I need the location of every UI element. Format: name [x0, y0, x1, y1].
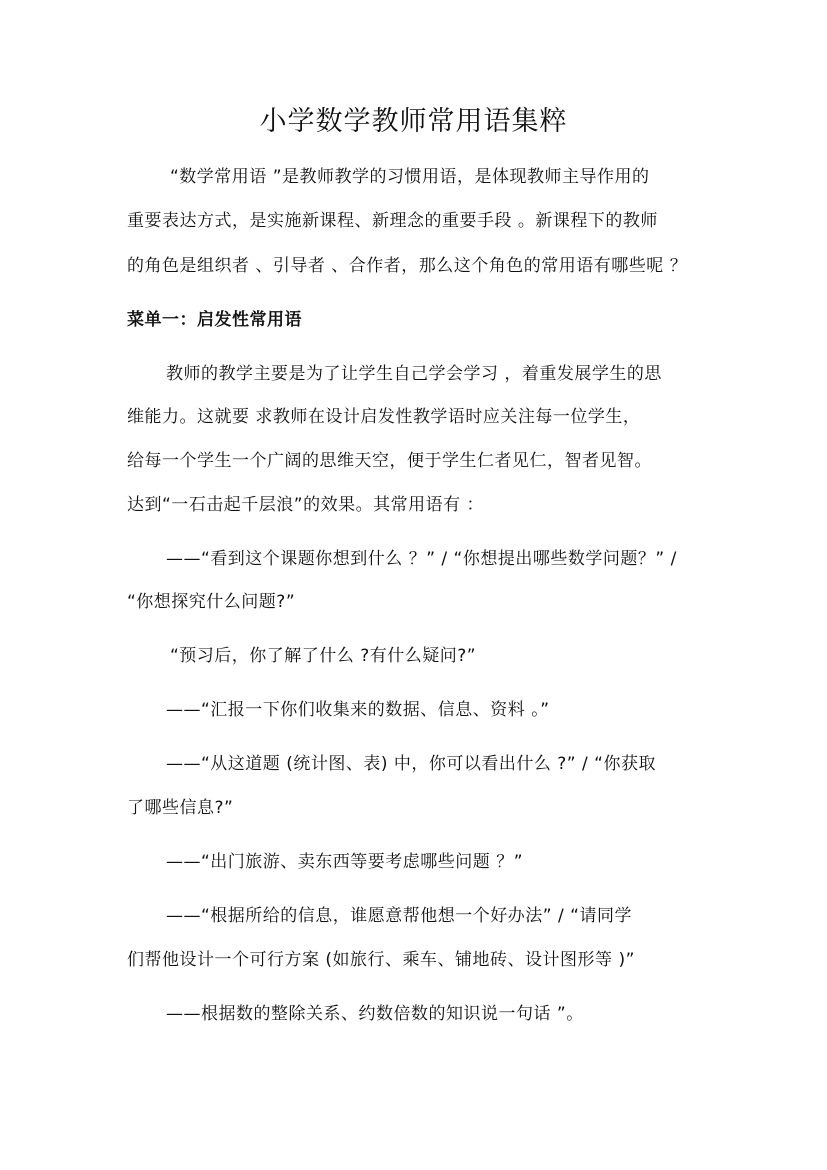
quote-line-3: “预习后，你了解了什么 ?有什么疑问?” [170, 646, 477, 666]
section-body-line-2: 维能力。这就要 求教师在设计启发性教学语时应关注每一位学生， [127, 407, 641, 427]
quote-line-9: 们帮他设计一个可行方案 (如旅行、乘车、铺地砖、设计图形等 )” [127, 950, 635, 970]
section-body-line-3: 给每一个学生一个广阔的思维天空，便于学生仁者见仁，智者见智。 [127, 451, 652, 471]
section-heading: 菜单一：启发性常用语 [127, 310, 302, 330]
quote-line-1: ——“看到这个课题你想到什么 ？” / “你想提出哪些数学问题？” / [166, 549, 677, 569]
quote-line-8: ——“根据所给的信息，谁愿意帮他想一个好办法” / “请同学 [166, 906, 632, 926]
document-title: 小学数学教师常用语集粹 [259, 106, 568, 137]
intro-line-2: 重要表达方式，是实施新课程、新理念的重要手段 。新课程下的教师 [127, 211, 658, 231]
section-body-line-4: 达到“一石击起千层浪”的效果。其常用语有 ： [127, 495, 485, 515]
section-body-line-1: 教师的教学主要是为了让学生自己学会学习 ，着重发展学生的思 [166, 364, 662, 384]
intro-line-3: 的角色是组织者 、引导者 、合作者，那么这个角色的常用语有哪些呢 ？ [127, 256, 688, 276]
intro-line-1: “数学常用语 ”是教师教学的习惯用语，是体现教师主导作用的 [170, 167, 650, 187]
quote-line-6: 了哪些信息?” [127, 798, 234, 818]
quote-line-5: ——“从这道题 (统计图、表) 中，你可以看出什么 ?” / “你获取 [166, 754, 656, 774]
quote-line-4: ——“汇报一下你们收集来的数据、信息、资料 。” [166, 700, 550, 720]
quote-line-10: ——根据数的整除关系、约数倍数的知识说一句话 ”。 [166, 1004, 584, 1024]
quote-line-2: “你想探究什么问题?” [127, 592, 296, 612]
quote-line-7: ——“出门旅游、卖东西等要考虑哪些问题 ？” [166, 852, 524, 872]
